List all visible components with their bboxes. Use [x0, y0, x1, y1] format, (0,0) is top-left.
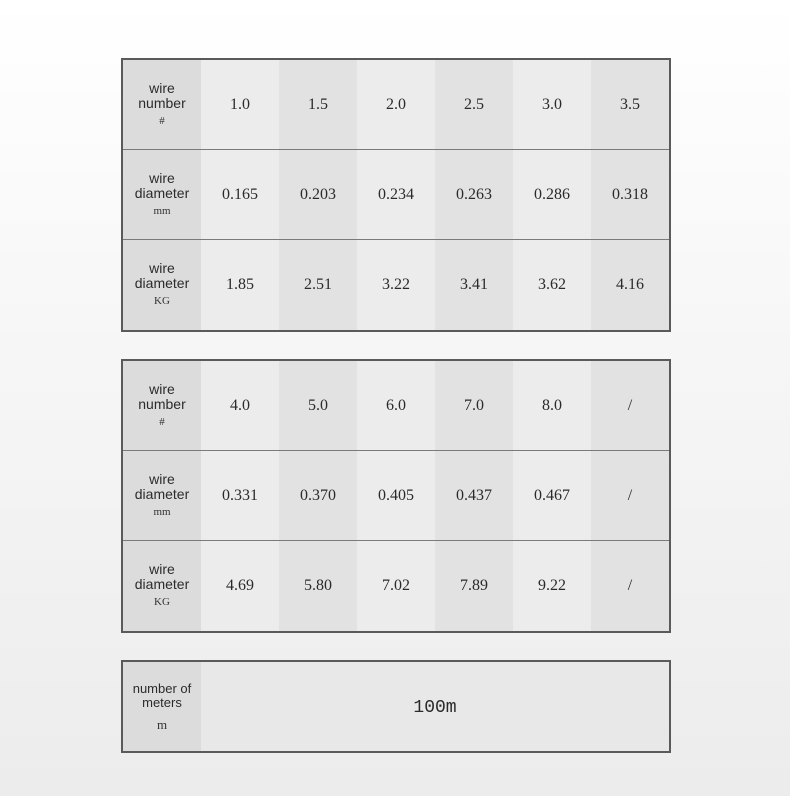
table-cell: 2.51: [279, 240, 357, 330]
row-header-line: diameter: [134, 184, 190, 201]
table-row-wire-diameter-kg: [123, 240, 669, 330]
row-header-unit: mm: [153, 204, 171, 217]
row-header: [123, 541, 201, 631]
row-header-line: diameter: [134, 275, 190, 291]
row-header-line: diameter: [134, 485, 190, 502]
table-cell: 8.0: [513, 361, 591, 450]
table-cell: 0.165: [201, 150, 279, 239]
row-header: [123, 451, 201, 540]
row-header-unit: KG: [154, 295, 170, 307]
table-cell: 5.0: [279, 361, 357, 450]
table-cell: 3.5: [591, 60, 669, 149]
table-row-wire-diameter-kg: [123, 541, 669, 631]
table-row-wire-diameter-mm: [123, 150, 669, 240]
table-row-wire-diameter-mm: [123, 451, 669, 541]
row-header: [123, 60, 201, 149]
table-cell: 6.0: [357, 361, 435, 450]
table-cell: 0.318: [591, 150, 669, 239]
row-header-line: wire: [149, 79, 175, 96]
row-header-line: wire: [149, 470, 175, 487]
row-header: [123, 150, 201, 239]
table-cell: 3.62: [513, 240, 591, 330]
table-cell: 1.0: [201, 60, 279, 149]
spec-table-2: [121, 359, 671, 633]
table-cell: 4.69: [201, 541, 279, 631]
table-cell: 9.22: [513, 541, 591, 631]
table-cell: 4.0: [201, 361, 279, 450]
table-cell: 0.286: [513, 150, 591, 239]
row-header-line: wire: [149, 260, 175, 276]
table-cell: 3.0: [513, 60, 591, 149]
row-header-line: wire: [149, 169, 175, 186]
table-row-wire-number: [123, 60, 669, 150]
table-cell: 0.234: [357, 150, 435, 239]
table-cell: 3.22: [357, 240, 435, 330]
row-header-line: wire: [149, 561, 175, 577]
table-cell: 3.41: [435, 240, 513, 330]
row-header-unit: mm: [153, 505, 171, 518]
row-header-line: number: [138, 94, 186, 111]
row-header-line: number: [138, 395, 186, 412]
spec-table-1: [121, 58, 671, 332]
table-cell: 0.437: [435, 451, 513, 540]
row-header-line: meters: [142, 694, 182, 710]
table-cell: 0.370: [279, 451, 357, 540]
table-cell: 5.80: [279, 541, 357, 631]
row-header: [123, 240, 201, 330]
table-row-wire-number: [123, 361, 669, 451]
row-header: [123, 361, 201, 450]
table-cell: 4.16: [591, 240, 669, 330]
table-cell: 0.331: [201, 451, 279, 540]
table-row-meters: [123, 662, 669, 751]
row-header-line: diameter: [134, 576, 190, 592]
row-header-line: number of: [132, 680, 192, 696]
meters-table: [121, 660, 671, 753]
table-cell: 0.263: [435, 150, 513, 239]
table-cell: 0.203: [279, 150, 357, 239]
meters-value: 100m: [201, 662, 669, 751]
table-cell: 1.5: [279, 60, 357, 149]
table-cell: 7.0: [435, 361, 513, 450]
table-cell: /: [591, 361, 669, 450]
row-header-unit: #: [159, 114, 165, 127]
table-cell: /: [591, 451, 669, 540]
table-cell: 7.89: [435, 541, 513, 631]
table-cell: 2.5: [435, 60, 513, 149]
table-cell: 1.85: [201, 240, 279, 330]
table-cell: 7.02: [357, 541, 435, 631]
row-header-unit: #: [159, 415, 165, 428]
row-header: [123, 662, 201, 751]
row-header-unit: KG: [154, 596, 170, 608]
table-cell: /: [591, 541, 669, 631]
row-header-unit: m: [156, 716, 168, 732]
row-header-line: wire: [149, 380, 175, 397]
table-cell: 0.405: [357, 451, 435, 540]
table-cell: 2.0: [357, 60, 435, 149]
table-cell: 0.467: [513, 451, 591, 540]
